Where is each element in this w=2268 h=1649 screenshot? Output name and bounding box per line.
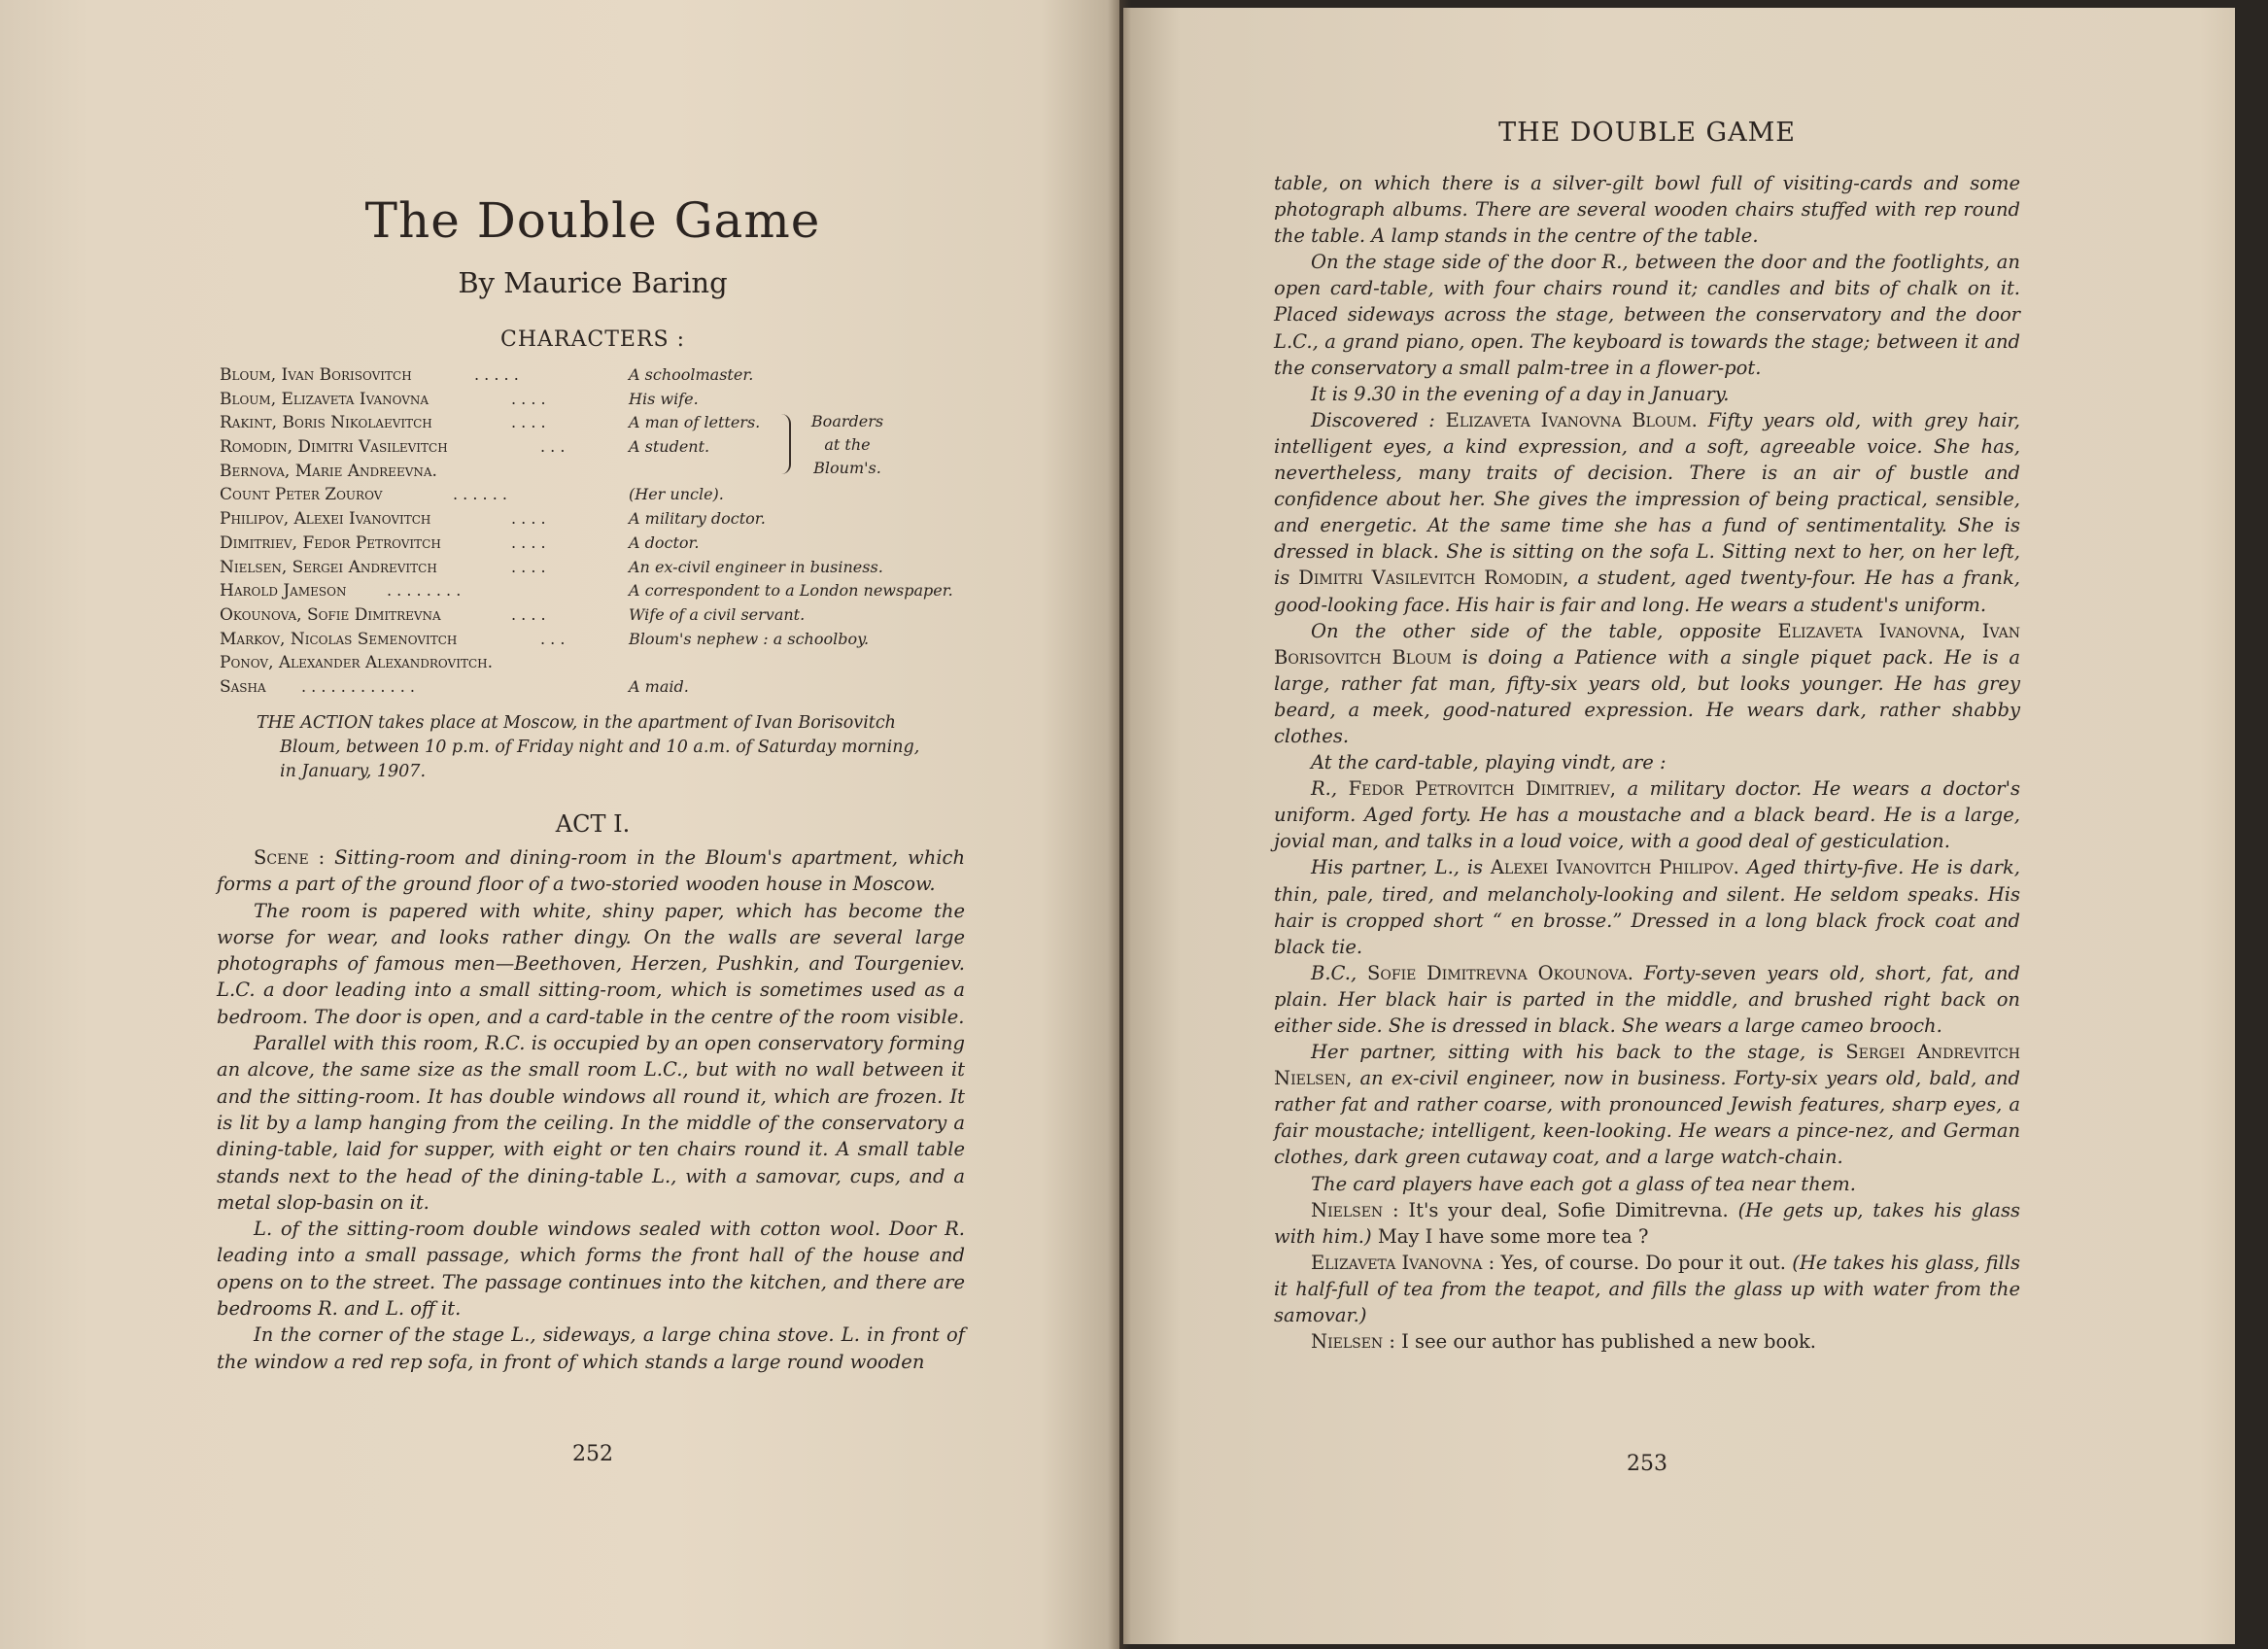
spoken-text: It's your deal, Sofie Dimitrevna. xyxy=(1408,1198,1729,1221)
cast-name: Count Peter Zourov xyxy=(220,485,383,505)
byline: By Maurice Baring xyxy=(458,266,728,299)
cast-row: Bloum, Ivan Borisovitch . . . . . A schoolmaster. xyxy=(220,363,997,388)
cast-name: Ponov, Alexander Alexandrovitch. xyxy=(220,653,494,673)
cast-role: A maid. xyxy=(629,676,689,696)
scene-label: Scene : xyxy=(254,846,326,869)
paragraph: In the corner of the stage L., sideways, a large china stove. L. in front of the window a red rep sofa, in front of which stands a large round wooden xyxy=(217,1323,965,1373)
stage-direction: (He takes his glass, fills it half-full of tea from the teapot, and fills the glass up with water from the samovar.) xyxy=(1274,1251,2021,1327)
character-name: Sofie Dimitrevna Okounova. xyxy=(1367,961,1633,984)
cast-name: Harold Jameson xyxy=(220,581,347,601)
paragraph-text: Sitting-room and dining-room in the Bloum's apartment, which forms a part of the ground floor of a two-storied wooden house in Moscow. xyxy=(217,846,966,896)
paragraph xyxy=(1274,775,2020,854)
paragraph xyxy=(1274,1039,2020,1170)
cast-name: Romodin, Dimitri Vasilevitch xyxy=(220,437,448,458)
cast-name: Bernova, Marie Andreevna. xyxy=(220,461,437,481)
cast-list xyxy=(220,363,997,700)
cast-row: Okounova, Sofie Dimitrevna . . . . Wife of a civil servant. xyxy=(220,603,997,628)
boarders-note xyxy=(799,410,896,480)
cast-row xyxy=(220,651,997,675)
text-run: is doing a Patience with a single piquet pack. He is a large, rather fat man, fifty-six years old, but looks younger. He has grey beard, a meek, good-natured expression. He wears dark, rather shabby clothes. xyxy=(1274,645,2021,747)
paragraph: On the stage side of the door R., between the door and the footlights, an open card-table, with four chairs round it; candles and bits of chalk on it. Placed sideways across the stage, between the conservatory and the door L.C., a grand piano, open. The keyboard is towards the stage; between it and the conservatory a small palm-tree in a flower-pot. xyxy=(1274,251,2020,379)
speaker-name: Elizaveta Ivanovna : xyxy=(1311,1251,1495,1274)
page-number-right: 253 xyxy=(1627,1452,1667,1476)
cast-role: (Her uncle). xyxy=(629,485,724,504)
cast-role: A correspondent to a London newspaper. xyxy=(629,581,953,601)
cast-row: Dimitriev, Fedor Petrovitch . . . . A doctor. xyxy=(220,532,997,556)
paragraph xyxy=(1274,854,2020,959)
paragraph: It is 9.30 in the evening of a day in January. xyxy=(1311,382,1730,405)
character-name: Elizaveta Ivanovna, Ivan Borisovitch Bloum xyxy=(1274,619,2020,669)
speaker-name: Nielsen : xyxy=(1311,1330,1395,1354)
cast-row: Count Peter Zourov . . . . . . (Her uncle). xyxy=(220,483,997,507)
left-body-text xyxy=(217,844,965,1375)
text-run: On the other side of the table, opposite xyxy=(1311,619,1762,642)
text-run: Aged thirty-five. He is dark, thin, pale, tired, and melancholy-looking and silent. He seldom speaks. His hair is cropped short “ en brosse.” Dressed in a long black frock coat and black tie. xyxy=(1274,856,2020,958)
text-run: an ex-civil engineer, now in business. Forty-six years old, bald, and rather fat and rather coarse, with pronounced Jewish features, sharp eyes, a fair moustache; intelligent, keen-looking. He wears a pince-nez, and German clothes, dark green cutaway coat, and a large watch-chain. xyxy=(1274,1067,2021,1169)
character-name: Dimitri Vasilevitch Romodin, xyxy=(1298,567,1569,590)
scene-paragraph xyxy=(217,844,965,898)
boarders-note-line: Boarders xyxy=(810,412,884,430)
paragraph: The room is papered with white, shiny paper, which has become the worse for wear, and looks rather dingy. On the walls are several large photographs of famous men—Beethoven, Herzen, Pushkin, and Tourgeniev. L.C. a door leading into a small sitting-room, which is sometimes used as a bedroom. The door is open, and a card-table in the centre of the room visible. xyxy=(217,899,965,1028)
play-title: The Double Game xyxy=(364,192,821,249)
cast-row: Bloum, Elizaveta Ivanovna . . . . His wife. xyxy=(220,388,997,412)
cast-role: Wife of a civil servant. xyxy=(629,604,806,624)
text-run: a military doctor. He wears a doctor's uniform. Aged forty. He has a moustache and a black beard. He is a large, jovial man, and talks in a loud voice, with a good deal of gesticulation. xyxy=(1274,777,2020,853)
characters-heading: CHARACTERS : xyxy=(500,327,685,352)
paragraph xyxy=(1274,960,2020,1039)
cast-role: Bloum's nephew : a schoolboy. xyxy=(629,629,870,648)
running-head: THE DOUBLE GAME xyxy=(1498,118,1796,148)
paragraph: table, on which there is a silver-gilt bowl full of visiting-cards and some photograph albums. There are several wooden chairs stuffed with rep round the table. A lamp stands in the centre of the table. xyxy=(1274,172,2020,248)
cast-name: Philipov, Alexei Ivanovitch xyxy=(220,509,431,530)
cast-name: Okounova, Sofie Dimitrevna xyxy=(220,604,441,625)
setting-line: THE ACTION takes place at Moscow, in the apartment of Ivan Borisovitch xyxy=(257,713,896,733)
cast-role: An ex-civil engineer in business. xyxy=(629,557,883,576)
cast-role: A man of letters. xyxy=(629,413,761,432)
setting-line: Bloum, between 10 p.m. of Friday night and 10 a.m. of Saturday morning, xyxy=(280,738,920,757)
dialogue-line xyxy=(1274,1250,2020,1328)
cast-name: Bloum, Elizaveta Ivanovna xyxy=(220,389,430,409)
stage-direction: (He gets up, takes his glass with him.) xyxy=(1274,1198,2020,1248)
act-heading: ACT I. xyxy=(555,810,631,838)
cast-row: Sasha . . . . . . . . . . . . A maid. xyxy=(220,675,997,700)
spoken-text: I see our author has published a new book. xyxy=(1401,1330,1816,1354)
cast-row: Romodin, Dimitri Vasilevitch . . . A student. xyxy=(220,435,997,460)
right-body-text xyxy=(1274,170,2020,1355)
paragraph xyxy=(1274,618,2020,749)
text-run: B.C., xyxy=(1311,961,1357,984)
cast-name: Rakint, Boris Nikolaevitch xyxy=(220,413,432,433)
character-name: Alexei Ivanovitch Philipov. xyxy=(1490,856,1739,879)
spoken-text: May I have some more tea ? xyxy=(1377,1224,1649,1248)
page-number-left: 252 xyxy=(572,1442,613,1466)
text-run: Her partner, sitting with his back to the stage, is xyxy=(1311,1041,1834,1064)
cast-row: Markov, Nicolas Semenovitch . . . Bloum's nephew : a schoolboy. xyxy=(220,628,997,652)
setting-note xyxy=(257,711,976,784)
cast-name: Sasha xyxy=(220,676,266,697)
paragraph: Parallel with this room, R.C. is occupied by an open conservatory forming an alcove, the same size as the small room L.C., but with no wall between it and the sitting-room. It has double windows all round it, which are frozen. It is lit by a lamp hanging from the ceiling. In the middle of the conservatory a dining-table, laid for supper, with eight or ten chairs round it. A small table stands next to the head of the dining-table L., with a samovar, cups, and a metal slop-basin on it. xyxy=(217,1032,965,1214)
cast-role: A doctor. xyxy=(629,532,700,552)
character-name: Fedor Petrovitch Dimitriev, xyxy=(1348,777,1616,801)
cast-name: Dimitriev, Fedor Petrovitch xyxy=(220,532,441,553)
cast-name: Nielsen, Sergei Andrevitch xyxy=(220,557,437,577)
text-run: R., xyxy=(1311,777,1338,801)
paragraph xyxy=(1274,407,2020,618)
character-name: Sergei Andrevitch Nielsen, xyxy=(1274,1041,2021,1090)
cast-name: Markov, Nicolas Semenovitch xyxy=(220,629,458,649)
paragraph: The card players have each got a glass of tea near them. xyxy=(1311,1172,1856,1195)
speaker-name: Nielsen : xyxy=(1311,1198,1399,1221)
paragraph: L. of the sitting-room double windows sealed with cotton wool. Door R. leading into a small passage, which forms the front hall of the house and opens on to the street. The passage continues into the kitchen, and there are bedrooms R. and L. off it. xyxy=(217,1218,965,1321)
dialogue-line xyxy=(1274,1197,2020,1250)
text-run: a student, aged twenty-four. He has a frank, good-looking face. His hair is fair and long. He wears a student's uniform. xyxy=(1274,567,2020,616)
paragraph: At the card-table, playing vindt, are : xyxy=(1311,751,1667,774)
character-name: Elizaveta Ivanovna Bloum. xyxy=(1445,408,1698,431)
text-run: Forty-seven years old, short, fat, and plain. Her black hair is parted in the middle, and brushed right back on either side. She is dressed in black. She wears a large cameo brooch. xyxy=(1274,961,2021,1037)
setting-line: in January, 1907. xyxy=(280,762,427,781)
dialogue-line xyxy=(1274,1328,2020,1355)
text-run: Fifty years old, with grey hair, intelligent eyes, a kind expression, and a soft, agreeable voice. She has, nevertheless, many traits of decision. There is an air of bustle and confidence about her. She gives the impression of being practical, sensible, and energetic. At the same time she has a fund of sentimentality. She is dressed in black. She is sitting on the sofa L. Sitting next to her, on her left, is xyxy=(1274,408,2020,590)
boarders-brace xyxy=(775,414,791,474)
boarders-note-line: Bloum's. xyxy=(813,459,881,477)
boarders-note-line: at the xyxy=(824,435,871,454)
spoken-text: Yes, of course. Do pour it out. xyxy=(1500,1251,1786,1274)
cast-role: A schoolmaster. xyxy=(629,365,754,384)
cast-row: Philipov, Alexei Ivanovitch . . . . A military doctor. xyxy=(220,507,997,532)
cast-row: Nielsen, Sergei Andrevitch . . . . An ex-civil engineer in business. xyxy=(220,556,997,580)
cast-row: Rakint, Boris Nikolaevitch . . . . A man of letters. xyxy=(220,411,997,435)
page-edge xyxy=(2235,0,2268,1649)
text-run: His partner, L., is xyxy=(1311,856,1484,879)
cast-role: His wife. xyxy=(629,389,699,408)
text-run: Discovered : xyxy=(1311,408,1435,431)
cast-role: A student. xyxy=(629,437,710,457)
cast-row: Harold Jameson . . . . . . . . A correspondent to a London newspaper. xyxy=(220,579,997,603)
cast-name: Bloum, Ivan Borisovitch xyxy=(220,365,412,385)
cast-role: A military doctor. xyxy=(629,509,766,529)
